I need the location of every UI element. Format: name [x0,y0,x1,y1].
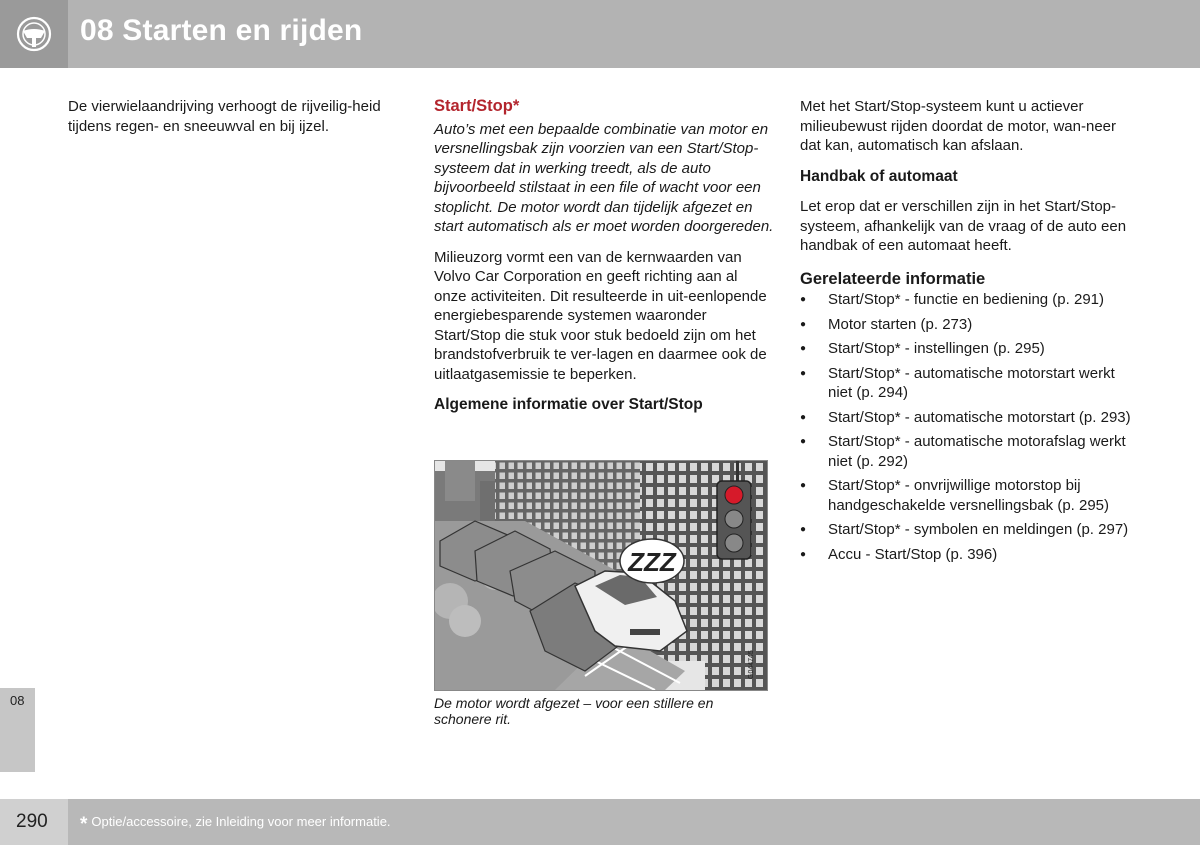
figure-caption: De motor wordt afgezet – voor een stillere en schonere rit. [434,695,714,727]
footnote-text: Optie/accessoire, zie Inleiding voor meer informatie. [91,814,391,829]
footnote-star: * [80,814,88,835]
related-links-list [800,290,1140,564]
intro-paragraph: De vierwielaandrijving verhoogt de rijveilig-heid tijdens regen- en sneeuwval en bij ijzel. [68,98,381,135]
column-right [800,97,1140,569]
page-title: 08 Starten en rijden [80,14,363,47]
subheading-general-info: Algemene informatie over Start/Stop [434,396,703,413]
zzz-label: ZZZ [628,547,676,577]
subheading-related-info: Gerelateerde informatie [800,269,986,288]
steering-wheel-icon [0,0,68,68]
body-paragraph: Milieuzorg vormt een van de kernwaarden van Volvo Car Corporation en geeft richting aan al onze activiteiten. Dit resulteerde in uit-eenlopende energiebesparende systemen waaronder Start/Stop die stuk voor stuk bedoeld zijn om het brandstofverbruik te ver-lagen en daarmee ook de uitlaatgasemissie te beperken. [434,248,767,383]
start-stop-illustration [434,460,768,691]
page-number-box [0,799,68,845]
related-link[interactable]: ● Accu - Start/Stop (p. 396) [800,545,1140,565]
subheading-handbak: Handbak of automaat [800,167,958,185]
header-icon-box [0,0,68,68]
right-paragraph-1: Met het Start/Stop-systeem kunt u actiever milieubewust rijden doordat de motor, wan-neer dat kan, automatisch kan afslaan. [800,98,1117,154]
page-footer [0,799,1200,845]
chapter-tab-label: 08 [10,693,25,708]
column-middle [434,97,774,415]
related-link[interactable]: ● Start/Stop* - onvrijwillige motorstop bij handgeschakelde versnellingsbak (p. 295) [800,476,1140,515]
related-link[interactable]: ● Start/Stop* - symbolen en meldingen (p. 297) [800,520,1140,540]
related-link[interactable]: ● Start/Stop* - automatische motorafslag werkt niet (p. 292) [800,432,1140,471]
related-link[interactable]: ● Start/Stop* - automatische motorstart (p. 293) [800,408,1140,428]
footnote [80,814,391,836]
column-left [68,97,398,136]
page-number: 290 [16,811,48,832]
related-link[interactable]: ● Start/Stop* - instellingen (p. 295) [800,339,1140,359]
section-heading-start-stop: Start/Stop* [434,97,520,115]
page-header [0,0,1200,68]
right-paragraph-2: Let erop dat er verschillen zijn in het Start/Stop-systeem, afhankelijk van de vraag of de auto een handbak of een automaat heeft. [800,198,1127,254]
italic-intro: Auto’s met een bepaalde combinatie van motor en versnellingsbak zijn voorzien van een Start/Stop-systeem dat in werking treedt, als de auto bijvoorbeeld stilstaat in een file of wacht voor een stoplicht. De motor wordt dan tijdelijk afgezet en start automatisch als er moet worden doorgereden. [434,120,774,235]
related-link[interactable]: ● Start/Stop* - automatische motorstart werkt niet (p. 294) [800,364,1140,403]
related-link[interactable]: ● Motor starten (p. 273) [800,315,1140,335]
figure-code: G044745 [748,650,755,679]
related-link[interactable]: ● Start/Stop* - functie en bediening (p. 291) [800,290,1140,310]
